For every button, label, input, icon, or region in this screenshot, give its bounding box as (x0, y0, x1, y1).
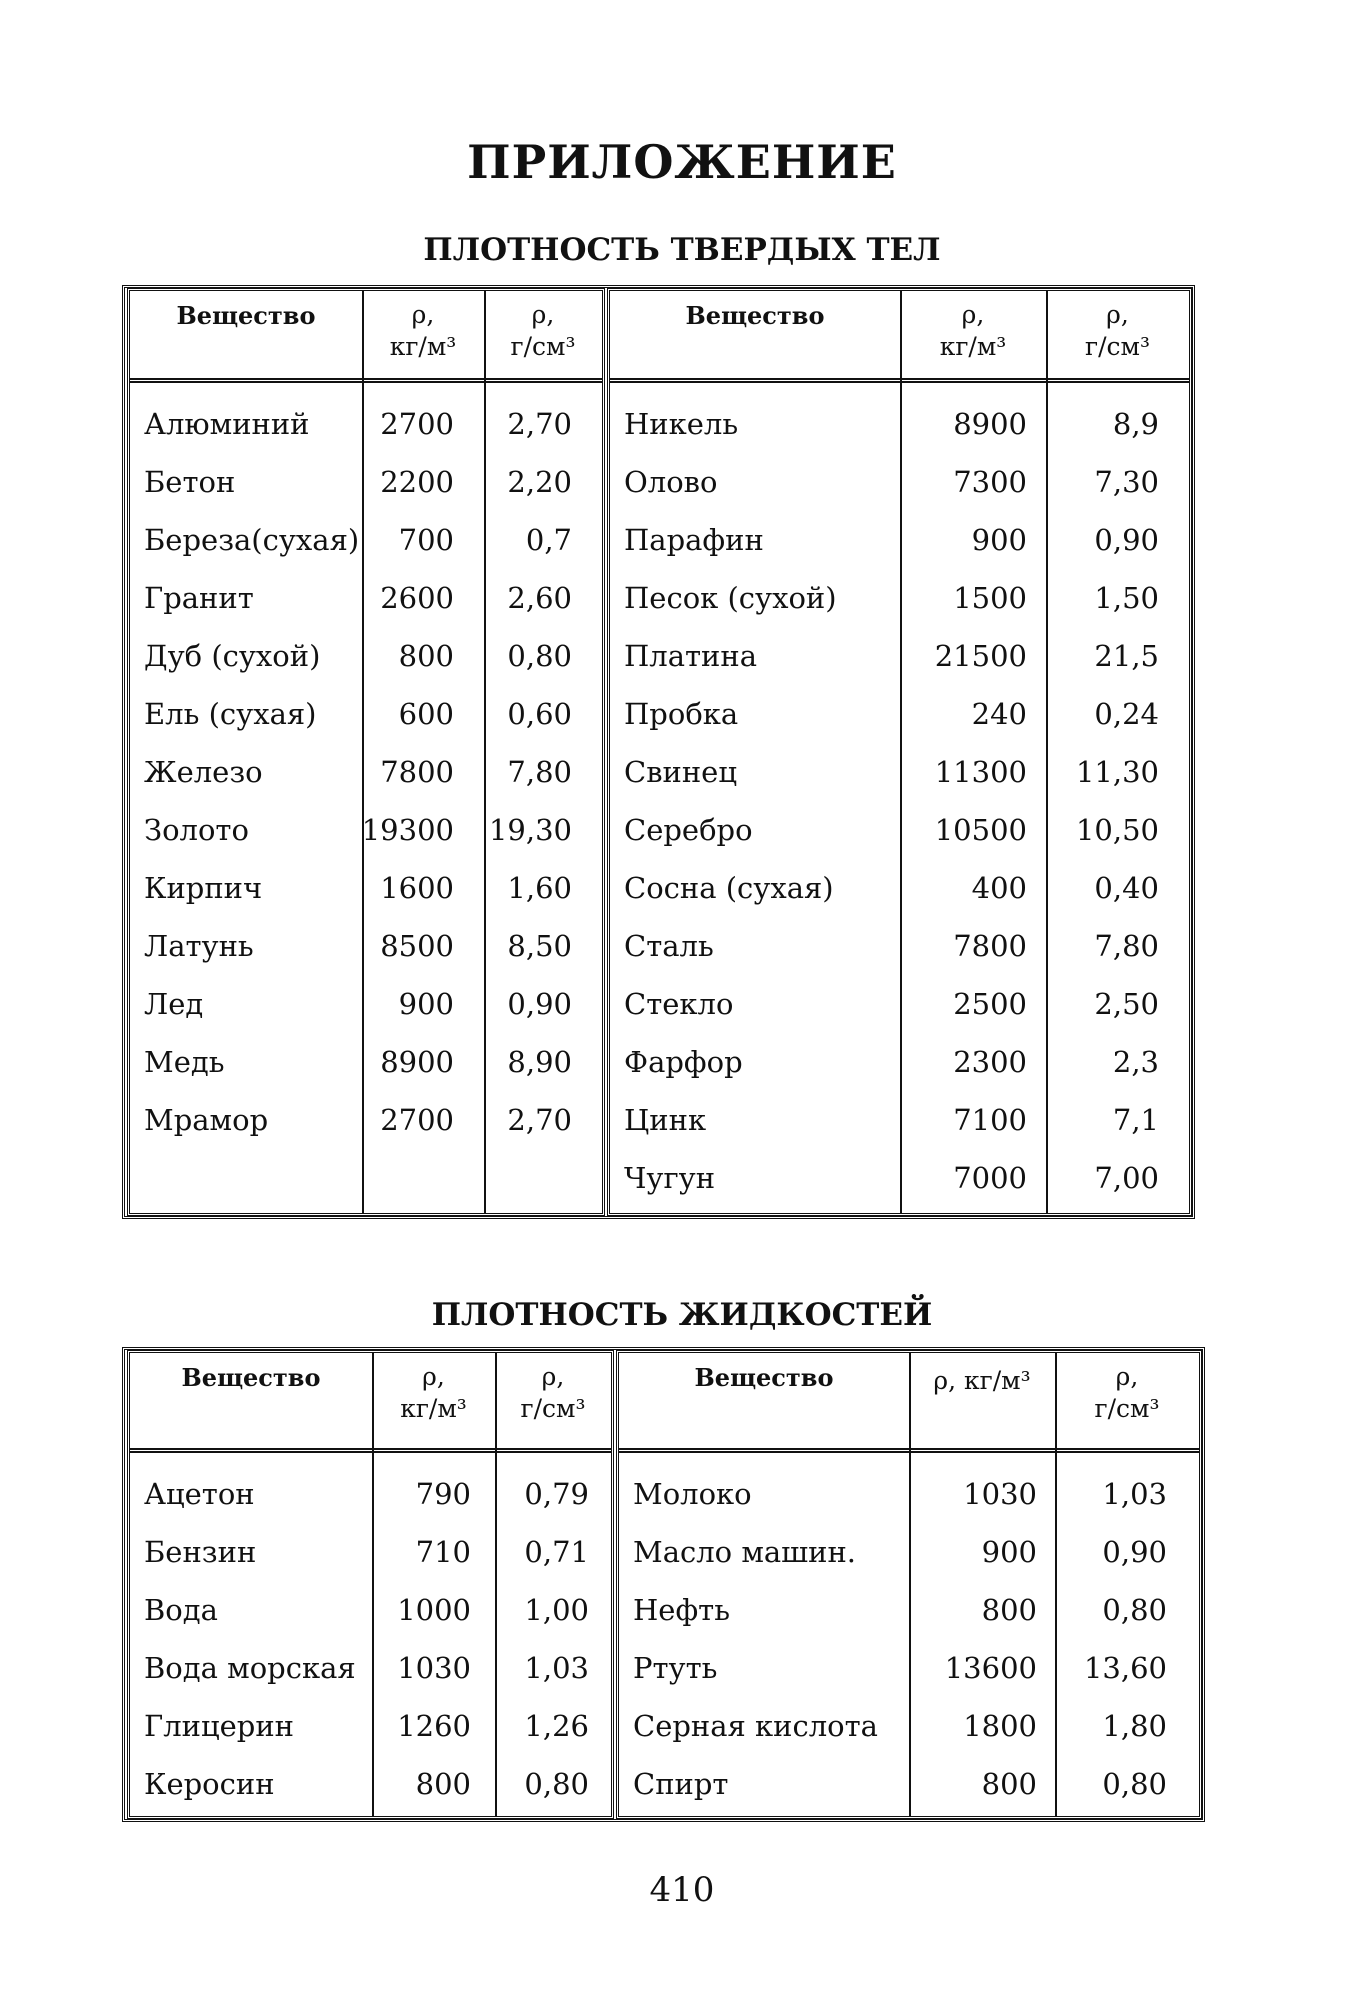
cell-density-kg: 900 (981, 1535, 1037, 1569)
table-row (610, 975, 1189, 1033)
cell-density-kg: 710 (415, 1535, 471, 1569)
table-header (130, 1353, 611, 1453)
cell-substance: Бетон (144, 465, 236, 499)
solids-table (122, 285, 1195, 1219)
cell-substance: Цинк (624, 1103, 707, 1137)
table-row (610, 1149, 1189, 1207)
cell-substance: Никель (624, 407, 739, 441)
cell-substance: Кирпич (144, 871, 263, 905)
table-row (610, 453, 1189, 511)
cell-density-kg: 2600 (380, 581, 454, 615)
cell-substance: Керосин (144, 1767, 275, 1801)
cell-density-g: 0,60 (507, 697, 572, 731)
cell-substance: Олово (624, 465, 718, 499)
cell-density-kg: 7800 (380, 755, 454, 789)
header-rho-kg: ρ, кг/м³ (400, 1362, 467, 1423)
cell-density-g: 0,71 (524, 1535, 589, 1569)
cell-density-kg: 900 (398, 987, 454, 1021)
cell-substance: Вода морская (144, 1651, 356, 1685)
table-row (619, 1755, 1199, 1813)
table-row (610, 395, 1189, 453)
solids-table-right (607, 288, 1192, 1216)
cell-density-kg: 240 (971, 697, 1027, 731)
cell-density-g: 21,5 (1094, 639, 1159, 673)
table-row (610, 1033, 1189, 1091)
cell-density-g: 0,40 (1094, 871, 1159, 905)
cell-density-g: 0,79 (524, 1477, 589, 1511)
cell-density-kg: 900 (971, 523, 1027, 557)
table-row (130, 801, 602, 859)
cell-density-kg: 1030 (397, 1651, 471, 1685)
cell-density-kg: 700 (398, 523, 454, 557)
cell-density-kg: 2500 (953, 987, 1027, 1021)
cell-density-g: 7,80 (1094, 929, 1159, 963)
cell-substance: Медь (144, 1045, 225, 1079)
cell-density-g: 13,60 (1083, 1651, 1167, 1685)
cell-density-kg: 2200 (380, 465, 454, 499)
cell-substance: Ацетон (144, 1477, 255, 1511)
cell-substance: Спирт (633, 1767, 729, 1801)
table-row (610, 1091, 1189, 1149)
header-substance: Вещество (181, 1363, 321, 1392)
table-row (610, 917, 1189, 975)
cell-density-kg: 1030 (963, 1477, 1037, 1511)
cell-density-g: 2,70 (507, 407, 572, 441)
cell-density-kg: 21500 (934, 639, 1027, 673)
liquids-title: ПЛОТНОСТЬ ЖИДКОСТЕЙ (431, 1297, 933, 1333)
cell-density-g: 0,80 (1102, 1767, 1167, 1801)
table-row (619, 1523, 1199, 1581)
cell-substance: Лед (144, 987, 204, 1021)
cell-density-kg: 13600 (944, 1651, 1037, 1685)
cell-substance: Парафин (624, 523, 764, 557)
cell-density-g: 7,1 (1112, 1103, 1159, 1137)
cell-substance: Стекло (624, 987, 734, 1021)
cell-density-kg: 7800 (953, 929, 1027, 963)
cell-density-kg: 8900 (953, 407, 1027, 441)
cell-density-g: 7,80 (507, 755, 572, 789)
header-substance: Вещество (685, 301, 825, 330)
header-substance: Вещество (176, 301, 316, 330)
cell-density-kg: 2300 (953, 1045, 1027, 1079)
table-row (610, 859, 1189, 917)
cell-substance: Мрамор (144, 1103, 269, 1137)
table-row (619, 1639, 1199, 1697)
cell-density-g: 1,03 (1102, 1477, 1167, 1511)
cell-density-g: 1,03 (524, 1651, 589, 1685)
cell-density-kg: 1260 (397, 1709, 471, 1743)
cell-density-kg: 8900 (380, 1045, 454, 1079)
table-row (130, 395, 602, 453)
solids-table-left (127, 288, 605, 1216)
cell-density-kg: 400 (971, 871, 1027, 905)
cell-density-kg: 7300 (953, 465, 1027, 499)
cell-substance: Ртуть (633, 1651, 718, 1685)
table-row (130, 685, 602, 743)
header-rho-g: ρ, г/см³ (510, 300, 576, 361)
cell-density-kg: 7000 (953, 1161, 1027, 1195)
table-row (130, 859, 602, 917)
cell-substance: Бензин (144, 1535, 257, 1569)
cell-density-kg: 2700 (380, 1103, 454, 1137)
table-row (130, 975, 602, 1033)
cell-density-g: 8,90 (507, 1045, 572, 1079)
cell-substance: Молоко (633, 1477, 752, 1511)
cell-substance: Нефть (633, 1593, 730, 1627)
cell-density-g: 0,90 (507, 987, 572, 1021)
page-title: ПРИЛОЖЕНИЕ (467, 135, 897, 189)
table-row (130, 743, 602, 801)
cell-density-g: 2,3 (1112, 1045, 1159, 1079)
cell-substance: Песок (сухой) (624, 581, 837, 615)
cell-substance: Платина (624, 639, 757, 673)
table-row (619, 1581, 1199, 1639)
cell-substance: Дуб (сухой) (144, 639, 321, 673)
page-number: 410 (649, 1870, 715, 1910)
cell-density-g: 11,30 (1075, 755, 1159, 789)
liquids-table-left (127, 1350, 614, 1819)
cell-density-g: 0,24 (1094, 697, 1159, 731)
table-row (130, 1755, 611, 1813)
solids-title: ПЛОТНОСТЬ ТВЕРДЫХ ТЕЛ (423, 232, 941, 268)
cell-substance: Вода (144, 1593, 218, 1627)
cell-density-kg: 2700 (380, 407, 454, 441)
table-row (130, 1523, 611, 1581)
cell-density-g: 2,60 (507, 581, 572, 615)
cell-density-kg: 790 (415, 1477, 471, 1511)
cell-density-g: 7,30 (1094, 465, 1159, 499)
cell-substance: Латунь (144, 929, 254, 963)
cell-density-kg: 1000 (397, 1593, 471, 1627)
cell-substance: Глицерин (144, 1709, 294, 1743)
cell-density-g: 19,30 (488, 813, 572, 847)
cell-substance: Сталь (624, 929, 714, 963)
cell-density-kg: 7100 (953, 1103, 1027, 1137)
cell-substance: Береза(сухая) (144, 523, 360, 557)
cell-density-g: 8,9 (1112, 407, 1159, 441)
cell-substance: Гранит (144, 581, 254, 615)
table-row (130, 627, 602, 685)
cell-density-kg: 600 (398, 697, 454, 731)
liquids-table (122, 1347, 1205, 1822)
cell-density-g: 2,70 (507, 1103, 572, 1137)
cell-substance: Железо (144, 755, 263, 789)
cell-density-g: 0,90 (1094, 523, 1159, 557)
cell-density-kg: 1600 (380, 871, 454, 905)
cell-substance: Серная кислота (633, 1709, 878, 1743)
cell-substance: Фарфор (624, 1045, 743, 1079)
cell-density-g: 0,80 (524, 1767, 589, 1801)
table-row (130, 1697, 611, 1755)
table-header (130, 291, 602, 383)
table-row (130, 453, 602, 511)
table-row (610, 743, 1189, 801)
cell-density-g: 1,50 (1094, 581, 1159, 615)
header-rho-g: ρ, г/см³ (1094, 1362, 1160, 1423)
cell-density-g: 1,60 (507, 871, 572, 905)
cell-density-g: 1,00 (524, 1593, 589, 1627)
cell-density-kg: 8500 (380, 929, 454, 963)
table-row (619, 1697, 1199, 1755)
cell-density-g: 1,26 (524, 1709, 589, 1743)
table-row (130, 1465, 611, 1523)
cell-substance: Чугун (624, 1161, 716, 1195)
cell-density-g: 0,80 (507, 639, 572, 673)
cell-substance: Пробка (624, 697, 739, 731)
table-row (130, 1033, 602, 1091)
cell-density-g: 0,90 (1102, 1535, 1167, 1569)
cell-density-kg: 800 (398, 639, 454, 673)
header-rho-g: ρ, г/см³ (1085, 300, 1150, 361)
table-row (619, 1465, 1199, 1523)
table-row (130, 917, 602, 975)
cell-substance: Серебро (624, 813, 753, 847)
cell-density-g: 0,7 (525, 523, 572, 557)
cell-density-g: 2,20 (507, 465, 572, 499)
header-rho-kg: ρ, кг/м³ (933, 1366, 1031, 1395)
cell-density-kg: 1800 (963, 1709, 1037, 1743)
table-row (610, 627, 1189, 685)
header-rho-kg: ρ, кг/м³ (389, 300, 457, 361)
cell-density-g: 8,50 (507, 929, 572, 963)
header-rho-g: ρ, г/см³ (520, 1362, 586, 1423)
cell-density-kg: 800 (415, 1767, 471, 1801)
header-substance: Вещество (694, 1363, 834, 1392)
table-row (130, 569, 602, 627)
cell-density-g: 2,50 (1094, 987, 1159, 1021)
cell-substance: Алюминий (144, 407, 310, 441)
table-row (610, 511, 1189, 569)
table-row (610, 685, 1189, 743)
cell-density-g: 7,00 (1094, 1161, 1159, 1195)
table-row (130, 511, 602, 569)
cell-substance: Ель (сухая) (144, 697, 317, 731)
cell-substance: Сосна (сухая) (624, 871, 834, 905)
table-row (130, 1091, 602, 1149)
header-rho-kg: ρ, кг/м³ (939, 300, 1007, 361)
cell-substance: Свинец (624, 755, 737, 789)
cell-density-kg: 1500 (953, 581, 1027, 615)
cell-density-kg: 11300 (934, 755, 1027, 789)
cell-substance: Золото (144, 813, 249, 847)
cell-density-kg: 800 (981, 1593, 1037, 1627)
table-row (130, 1639, 611, 1697)
table-row (610, 569, 1189, 627)
cell-density-g: 0,80 (1102, 1593, 1167, 1627)
liquids-table-right (616, 1350, 1202, 1819)
cell-density-kg: 10500 (934, 813, 1027, 847)
cell-density-g: 10,50 (1075, 813, 1159, 847)
table-row (610, 801, 1189, 859)
table-row (130, 1581, 611, 1639)
cell-substance: Масло машин. (633, 1535, 857, 1569)
cell-density-kg: 19300 (361, 813, 454, 847)
cell-density-kg: 800 (981, 1767, 1037, 1801)
cell-density-g: 1,80 (1102, 1709, 1167, 1743)
